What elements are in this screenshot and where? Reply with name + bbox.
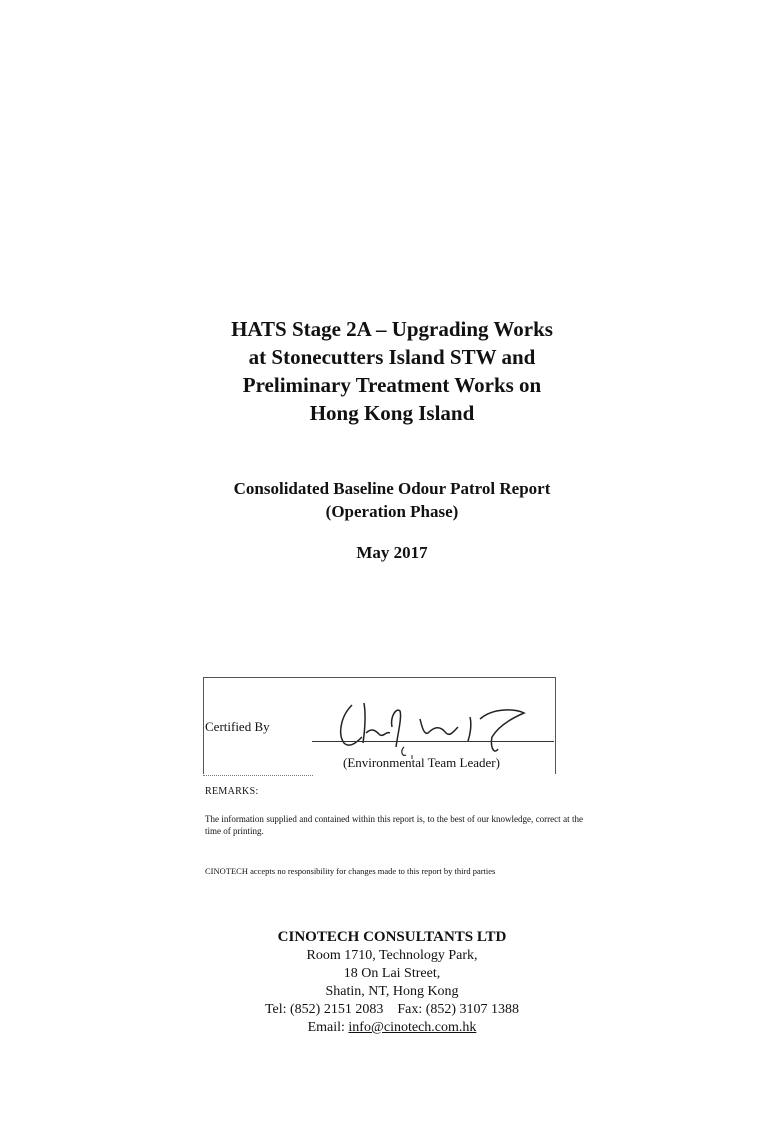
certified-by-label: Certified By: [205, 719, 270, 734]
address-line: Room 1710, Technology Park,: [306, 948, 478, 963]
disclaimer-text: CINOTECH accepts no responsibility for changes made to this report by third parties: [205, 866, 496, 876]
subtitle-line: Consolidated Baseline Odour Patrol Report: [233, 479, 551, 498]
handwritten-signature: [330, 697, 540, 759]
address-line: 18 On Lai Street,: [343, 966, 441, 981]
report-title: [0, 315, 784, 427]
subtitle-line: (Operation Phase): [325, 502, 459, 521]
address-line: Shatin, NT, Hong Kong: [325, 984, 459, 999]
company-name: CINOTECH CONSULTANTS LTD: [277, 929, 507, 945]
title-line: Preliminary Treatment Works on: [242, 373, 542, 397]
title-line: at Stonecutters Island STW and: [248, 345, 536, 369]
signature-line: [312, 741, 554, 742]
tel-fax: Tel: (852) 2151 2083 Fax: (852) 3107 1388: [264, 1002, 520, 1017]
email-row: [0, 1019, 784, 1037]
company-contact-block: [0, 928, 784, 1037]
email-label: Email:: [307, 1020, 349, 1035]
report-subtitle: [0, 477, 784, 523]
remarks-text: The information supplied and contained within this report is, to the best of our knowledge, correct at the time of printing.: [205, 814, 583, 836]
certification-divider: [203, 775, 313, 776]
remarks-heading: REMARKS:: [205, 786, 259, 797]
title-line: HATS Stage 2A – Upgrading Works: [231, 317, 553, 341]
title-line: Hong Kong Island: [309, 401, 475, 425]
report-date: May 2017: [356, 543, 428, 562]
signatory-role: (Environmental Team Leader): [343, 755, 500, 770]
email-link[interactable]: info@cinotech.com.hk: [348, 1020, 477, 1035]
